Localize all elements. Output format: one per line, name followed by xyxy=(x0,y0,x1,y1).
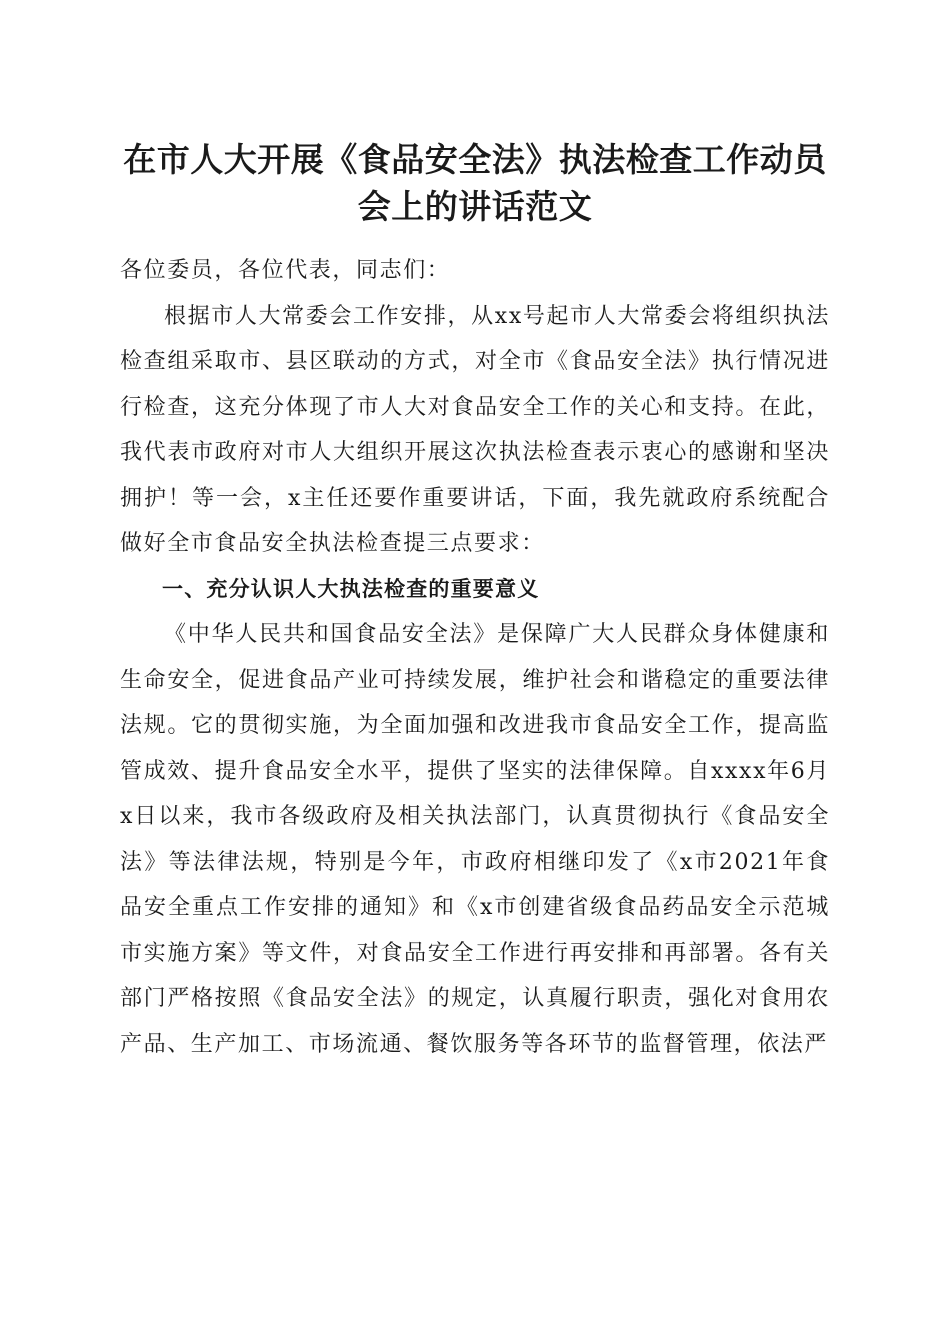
salutation: 各位委员，各位代表，同志们： xyxy=(120,258,451,283)
paragraph-section-1: 《中华人民共和国食品安全法》是保障广大人民群众身体健康和生命安全，促进食品产业可持续发展，维护社会和谐稳定的重要法律法规。它的贯彻实施，为全面加强和改进我市食品安全工作，提高监管成效、提升食品安全水平，提供了坚实的法律保障。自xxxx年6月x日以来，我市各级政府及相关执法部门，认真贯彻执行《食品安全法》等法律法规，特别是今年，市政府相继印发了《x市2021年食品安全重点工作安排的通知》和《x市创建省级食品药品安全示范城市实施方案》等文件，对食品安全工作进行再安排和再部署。各有关部门严格按照《食品安全法》的规定，认真履行职责，强化对食用农产品、生产加工、市场流通、餐饮服务等各环节的监督管理，依法严 xyxy=(120,622,830,1057)
document-page xyxy=(120,0,830,1344)
section-heading-1: 一、充分认识人大执法检查的重要意义 xyxy=(162,576,540,601)
document-body xyxy=(120,248,830,1067)
paragraph-intro: 根据市人大常委会工作安排，从xx号起市人大常委会将组织执法检查组采取市、县区联动的方式，对全市《食品安全法》执行情况进行检查，这充分体现了市人大对食品安全工作的关心和支持。在此，我代表市政府对市人大组织开展这次执法检查表示衷心的感谢和坚决拥护！等一会，x主任还要作重要讲话，下面，我先就政府系统配合做好全市食品安全执法检查提三点要求： xyxy=(120,303,830,556)
document-title: 在市人大开展《食品安全法》执法检查工作动员会上的讲话范文 xyxy=(123,140,827,226)
